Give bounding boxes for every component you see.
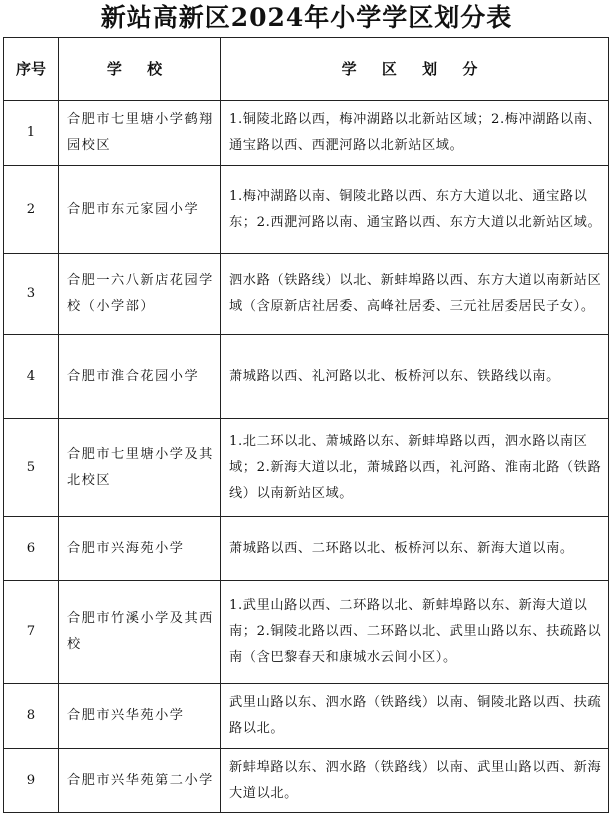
header-school: 学 校: [59, 38, 221, 101]
row-school: 合肥市兴华苑小学: [59, 684, 221, 749]
row-zone: 1.铜陵北路以西，梅冲湖路以北新站区域；2.梅冲湖路以南、通宝路以西、西淝河路以北新站区域。: [221, 101, 609, 166]
table-row: [4, 254, 609, 335]
row-zone: 1.北二环以北、萧城路以东、新蚌埠路以西，泗水路以南区域；2.新海大道以北，萧城路以西，礼河路、淮南北路（铁路线）以南新站区域。: [221, 419, 609, 517]
row-zone: 新蚌埠路以东、泗水路（铁路线）以南、武里山路以西、新海大道以北。: [221, 749, 609, 813]
table-row: [4, 166, 609, 254]
row-school: 合肥市兴华苑第二小学: [59, 749, 221, 813]
row-school: 合肥市竹溪小学及其西校: [59, 581, 221, 684]
row-zone: 泗水路（铁路线）以北、新蚌埠路以西、东方大道以南新站区域（含原新店社居委、高峰社居委、三元社居委居民子女）。: [221, 254, 609, 335]
row-zone: 1.武里山路以西、二环路以北、新蚌埠路以东、新海大道以南；2.铜陵北路以西、二环路以北、武里山路以东、扶疏路以南（含巴黎春天和康城水云间小区）。: [221, 581, 609, 684]
row-no: 3: [4, 254, 59, 335]
row-school: 合肥市七里塘小学及其北校区: [59, 419, 221, 517]
header-no: 序号: [4, 38, 59, 101]
table-row: [4, 101, 609, 166]
row-no: 2: [4, 166, 59, 254]
table-header-row: [4, 38, 609, 101]
table-row: [4, 749, 609, 813]
row-no: 5: [4, 419, 59, 517]
row-zone: 武里山路以东、泗水路（铁路线）以南、铜陵北路以西、扶疏路以北。: [221, 684, 609, 749]
school-district-table: [3, 37, 609, 813]
row-no: 7: [4, 581, 59, 684]
table-row: [4, 581, 609, 684]
row-no: 1: [4, 101, 59, 166]
row-zone: 1.梅冲湖路以南、铜陵北路以西、东方大道以北、通宝路以东；2.西淝河路以南、通宝路以西、东方大道以北新站区域。: [221, 166, 609, 254]
row-no: 8: [4, 684, 59, 749]
table-row: [4, 517, 609, 581]
header-zone: 学 区 划 分: [221, 38, 609, 101]
row-school: 合肥一六八新店花园学校（小学部）: [59, 254, 221, 335]
row-no: 4: [4, 335, 59, 419]
table-row: [4, 684, 609, 749]
row-school: 合肥市七里塘小学鹤翔园校区: [59, 101, 221, 166]
row-zone: 萧城路以西、礼河路以北、板桥河以东、铁路线以南。: [221, 335, 609, 419]
row-school: 合肥市淮合花园小学: [59, 335, 221, 419]
row-no: 6: [4, 517, 59, 581]
page-title: 新站高新区2024年小学学区划分表: [100, 3, 513, 32]
row-school: 合肥市东元家园小学: [59, 166, 221, 254]
table-row: [4, 335, 609, 419]
row-no: 9: [4, 749, 59, 813]
row-school: 合肥市兴海苑小学: [59, 517, 221, 581]
table-row: [4, 419, 609, 517]
row-zone: 萧城路以西、二环路以北、板桥河以东、新海大道以南。: [221, 517, 609, 581]
